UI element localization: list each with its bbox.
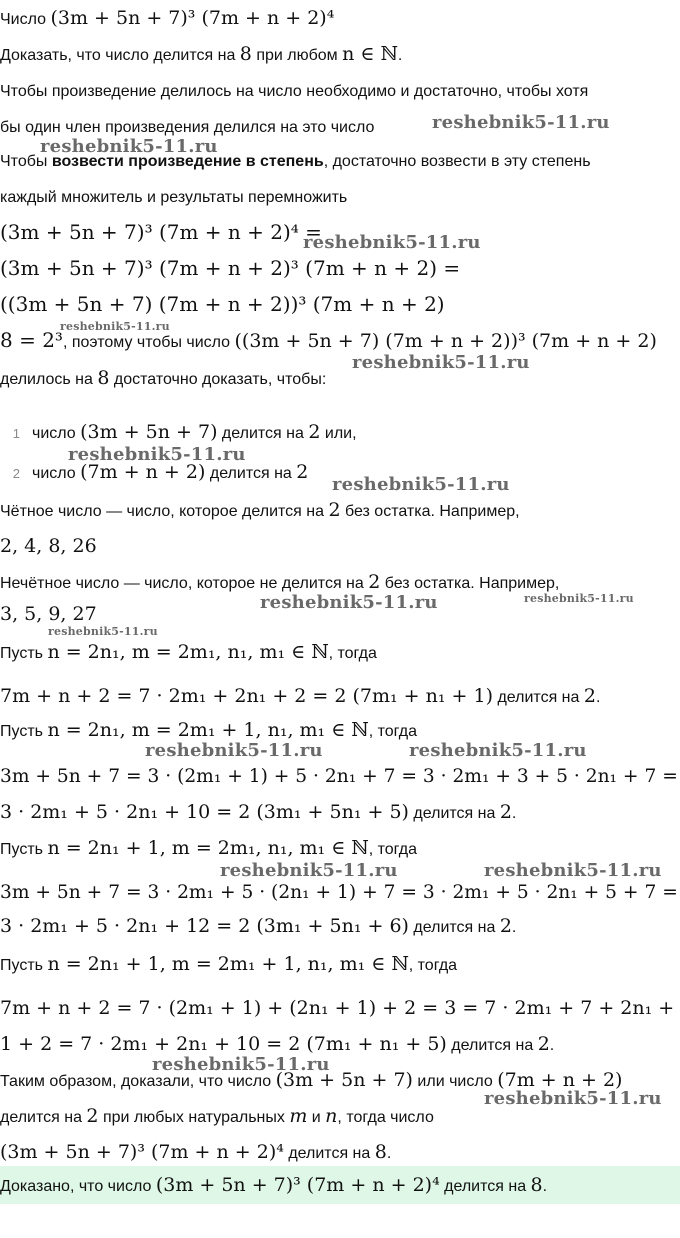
watermark: reshebnik5-11.ru — [409, 740, 587, 761]
odd-definition: Нечётное число — число, которое не делится на 2 без остатка. Например, — [0, 571, 560, 593]
formula-line-3: ((3m + 5n + 7) (7m + n + 2))³ (7m + n + 2) — [0, 292, 445, 316]
power-rule-line-1: Чтобы возвести произведение в степень, достаточно возвести в эту степень — [0, 153, 591, 170]
even-examples: 2, 4, 8, 26 — [0, 535, 97, 557]
watermark: reshebnik5-11.ru — [352, 352, 530, 373]
summary-line-1: Таким образом, доказали, что число (3m + 5n + 7) или число (7m + n + 2) — [0, 1069, 623, 1091]
power-rule-line-2: каждый множитель и результаты перемножить — [0, 189, 348, 206]
summary-line-2: делится на 2 при любых натуральных m и n, тогда число — [0, 1105, 434, 1127]
task-goal: Доказать, что число делится на 8 при любом n ∈ ℕ. — [0, 43, 403, 65]
watermark: reshebnik5-11.ru — [260, 592, 438, 613]
watermark: reshebnik5-11.ru — [220, 860, 398, 881]
case-3-condition: Пусть n = 2n₁ + 1, m = 2m₁, n₁, m₁ ∈ ℕ, тогда — [0, 837, 417, 859]
case-4-result-line-2: 1 + 2 = 7 · 2m₁ + 2n₁ + 10 = 2 (7m₁ + n₁ + 5) делится на 2. — [0, 1033, 555, 1055]
case-2-result-line-1: 3m + 5n + 7 = 3 · (2m₁ + 1) + 5 · 2n₁ + 7 = 3 · 2m₁ + 3 + 5 · 2n₁ + 7 = — [0, 765, 678, 787]
case-2-result-line-2: 3 · 2m₁ + 5 · 2n₁ + 10 = 2 (3m₁ + 5n₁ + 5) делится на 2. — [0, 801, 517, 823]
watermark: reshebnik5-11.ru — [484, 1088, 662, 1109]
case-3-result-line-1: 3m + 5n + 7 = 3 · 2m₁ + 5 · (2n₁ + 1) + 7 = 3 · 2m₁ + 5 · 2n₁ + 5 + 7 = — [0, 881, 678, 903]
conclusion-text: Доказано, что число (3m + 5n + 7)³ (7m + n + 2)⁴ делится на 8. — [0, 1174, 548, 1196]
rule-text-line-2: бы один член произведения делился на это число — [0, 119, 375, 136]
formula-line-1: (3m + 5n + 7)³ (7m + n + 2)⁴ = — [0, 220, 322, 244]
watermark: reshebnik5-11.ru — [60, 320, 170, 333]
rule-text-line-1: Чтобы произведение делилось на число необходимо и достаточно, чтобы хотя — [0, 83, 589, 100]
case-2-condition: Пусть n = 2n₁, m = 2m₁ + 1, n₁, m₁ ∈ ℕ, тогда — [0, 719, 417, 741]
task-statement: Число (3m + 5n + 7)³ (7m + n + 2)⁴ — [0, 7, 335, 29]
watermark: reshebnik5-11.ru — [40, 136, 218, 157]
watermark: reshebnik5-11.ru — [152, 1054, 330, 1075]
watermark: reshebnik5-11.ru — [48, 625, 158, 638]
watermark: reshebnik5-11.ru — [68, 444, 246, 465]
watermark: reshebnik5-11.ru — [432, 112, 610, 133]
watermark: reshebnik5-11.ru — [332, 474, 510, 495]
watermark: reshebnik5-11.ru — [524, 592, 634, 605]
watermark: reshebnik5-11.ru — [484, 860, 662, 881]
watermark: reshebnik5-11.ru — [145, 740, 323, 761]
case-1-condition: Пусть n = 2n₁, m = 2m₁, n₁, m₁ ∈ ℕ, тогда — [0, 641, 377, 663]
odd-examples: 3, 5, 9, 27 — [0, 603, 97, 625]
power-rule-bold: возвести произведение в степень — [51, 153, 324, 170]
summary-line-3: (3m + 5n + 7)³ (7m + n + 2)⁴ делится на 8. — [0, 1141, 392, 1163]
list-item: 1 число (3m + 5n + 7) делится на 2 или, — [12, 421, 357, 443]
case-4-result-line-1: 7m + n + 2 = 7 · (2m₁ + 1) + (2n₁ + 1) + 2 = 3 = 7 · 2m₁ + 7 + 2n₁ + — [0, 997, 675, 1019]
formula-line-2: (3m + 5n + 7)³ (7m + n + 2)³ (7m + n + 2) = — [0, 256, 461, 280]
task-formula: (3m + 5n + 7)³ (7m + n + 2)⁴ — [50, 7, 335, 29]
case-3-result-line-2: 3 · 2m₁ + 5 · 2n₁ + 12 = 2 (3m₁ + 5n₁ + 6) делится на 2. — [0, 915, 517, 937]
case-1-result: 7m + n + 2 = 7 · 2m₁ + 2n₁ + 2 = 2 (7m₁ + n₁ + 1) делится на 2. — [0, 685, 601, 707]
formula-line-5: делилось на 8 достаточно доказать, чтобы: — [0, 367, 327, 389]
watermark: reshebnik5-11.ru — [303, 232, 481, 253]
even-definition: Чётное число — число, которое делится на 2 без остатка. Например, — [0, 499, 520, 521]
list-item: 2 число (7m + n + 2) делится на 2 — [12, 461, 309, 483]
formula-line-4: 8 = 2³, поэтому чтобы число ((3m + 5n + 7) (7m + n + 2))³ (7m + n + 2) — [0, 328, 657, 352]
case-4-condition: Пусть n = 2n₁ + 1, m = 2m₁ + 1, n₁, m₁ ∈ ℕ, тогда — [0, 953, 458, 975]
